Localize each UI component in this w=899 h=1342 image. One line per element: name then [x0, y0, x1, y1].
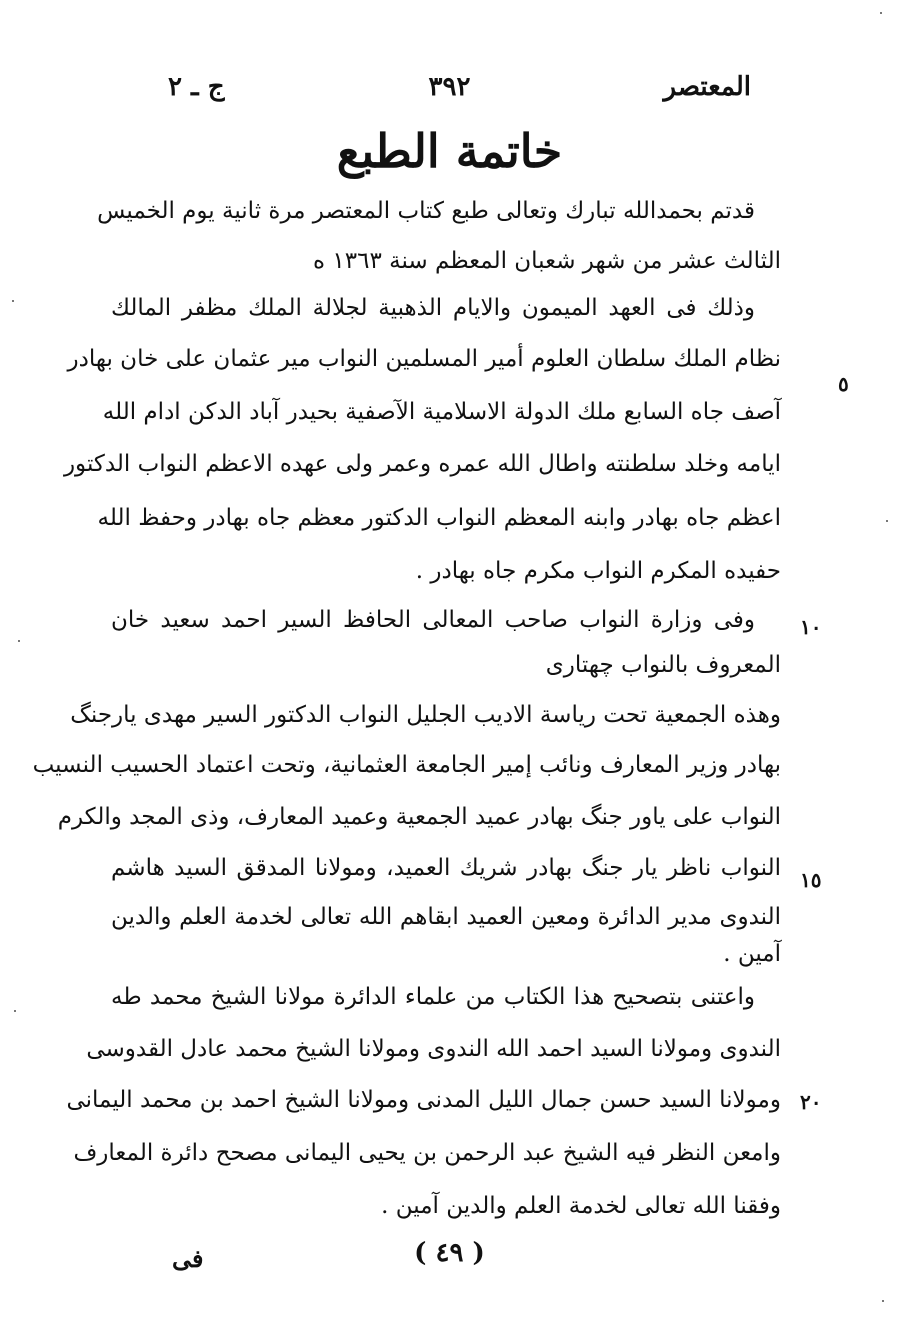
scan-speck — [12, 300, 14, 302]
section-title: خاتمة الطبع — [336, 124, 563, 178]
text-line: وامعن النظر فيه الشيخ عبد الرحمن بن يحيى اليمانى مصحح دائرة المعارف — [73, 1140, 781, 1166]
signature-mark: ( ٤٩ ) — [414, 1238, 485, 1268]
line-number-marker: ١٠ — [800, 615, 822, 639]
text-line: اعظم جاه بهادر وابنه المعظم النواب الدكتور معظم جاه بهادر وحفظ الله — [97, 505, 781, 531]
text-line: آصف جاه السابع ملك الدولة الاسلامية الآصفية بحيدر آباد الدكن ادام الله — [102, 399, 781, 425]
text-line: حفيده المكرم النواب مكرم جاه بهادر . — [415, 558, 781, 584]
text-line: ومولانا السيد حسن جمال الليل المدنى ومولانا الشيخ احمد بن محمد اليمانى — [66, 1087, 781, 1113]
text-line: آمين . — [723, 941, 781, 967]
text-line: قدتم بحمدالله تبارك وتعالى طبع كتاب المعتصر مرة ثانية يوم الخميس — [97, 198, 755, 224]
text-line: الندوى مدير الدائرة ومعين العميد ابقاهم الله تعالى لخدمة العلم والدين — [111, 904, 781, 930]
text-line: وذلك فى العهد الميمون والايام الذهبية لجلالة الملك مظفر المالك — [111, 295, 755, 321]
scan-speck — [880, 12, 882, 14]
text-line: وفى وزارة النواب صاحب المعالى الحافظ السير احمد سعيد خان — [111, 607, 755, 633]
text-line: واعتنى بتصحيح هذا الكتاب من علماء الدائرة مولانا الشيخ محمد طه — [111, 984, 755, 1010]
text-line: الندوى ومولانا السيد احمد الله الندوى ومولانا الشيخ محمد عادل القدوسى — [86, 1036, 781, 1062]
line-number-marker: ١٥ — [800, 868, 822, 892]
page-number: ٣٩٢ — [428, 72, 471, 102]
scan-speck — [14, 1010, 16, 1012]
text-line: الثالث عشر من شهر شعبان المعظم سنة ١٣٦٣ ه — [313, 248, 781, 274]
scan-speck — [882, 1300, 884, 1302]
line-number-marker: ٥ — [838, 372, 849, 396]
text-line: النواب على ياور جنگ بهادر عميد الجمعية وعميد المعارف، وذى المجد والكرم — [57, 804, 781, 830]
text-line: وفقنا الله تعالى لخدمة العلم والدين آمين . — [381, 1193, 781, 1219]
text-line: ايامه وخلد سلطنته واطال الله عمره وعمر ولى عهده الاعظم النواب الدكتور — [63, 451, 781, 477]
text-line: وهذه الجمعية تحت رياسة الاديب الجليل النواب الدكتور السير مهدى يارجنگ — [70, 702, 781, 728]
text-line: المعروف بالنواب چهتاری — [545, 652, 781, 678]
line-number-marker: ٢٠ — [800, 1090, 822, 1114]
scan-speck — [886, 520, 888, 522]
catchword: فى — [172, 1244, 204, 1273]
running-header-book-title: المعتصر — [663, 72, 751, 102]
text-line: بهادر وزير المعارف ونائب إمير الجامعة العثمانية، وتحت اعتماد الحسيب النسيب — [32, 752, 781, 778]
text-line: النواب ناظر يار جنگ بهادر شريك العميد، ومولانا المدقق السيد هاشم — [111, 855, 781, 881]
scan-speck — [18, 640, 20, 642]
volume-indicator: ج ـ ٢ — [168, 72, 225, 102]
text-line: نظام الملك سلطان العلوم أمير المسلمين النواب مير عثمان على خان بهادر — [67, 346, 781, 372]
